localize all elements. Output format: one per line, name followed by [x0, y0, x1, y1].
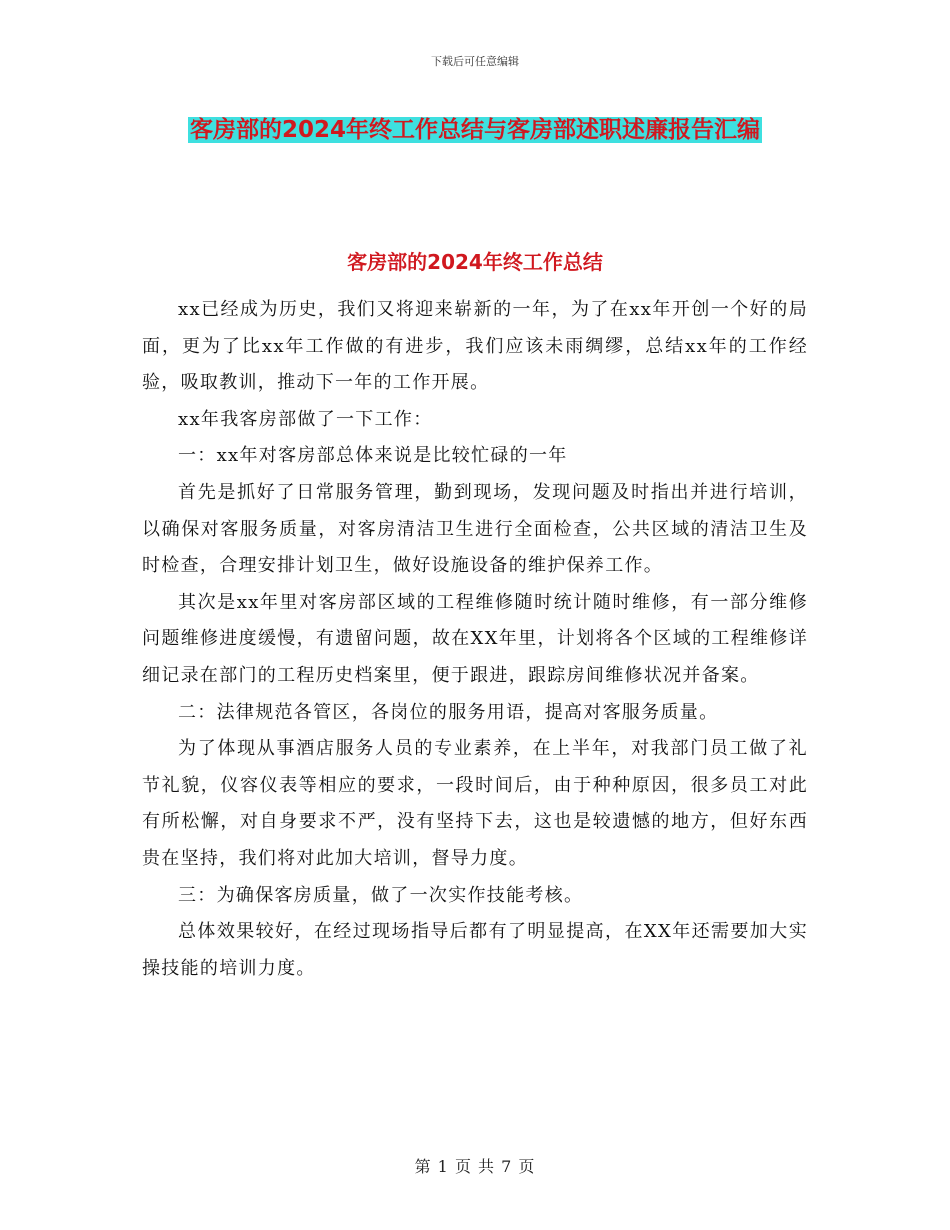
paragraph: xx年我客房部做了一下工作：: [178, 408, 433, 430]
paragraph: 一：xx年对客房部总体来说是比较忙碌的一年: [178, 445, 568, 467]
paragraph: 首先是抓好了日常服务管理，勤到现场，发现问题及时指出并进行培训，以确保对客服务质量，对客房清洁卫生进行全面检查，公共区域的清洁卫生及时检查，合理安排计划卫生，做好设施设备的维护保养工作。: [142, 481, 808, 577]
document-body: [142, 292, 808, 987]
section-title: 客房部的2024年终工作总结: [347, 250, 603, 274]
document-title: [140, 108, 810, 152]
page-number: 第 1 页 共 7 页: [414, 1157, 536, 1176]
paragraph: 三：为确保客房质量，做了一次实作技能考核。: [178, 884, 584, 906]
paragraph: 总体效果较好，在经过现场指导后都有了明显提高，在XX年还需要加大实操技能的培训力度。: [142, 921, 808, 979]
header-note: 下载后可任意编辑: [431, 55, 519, 68]
paragraph: 二：法律规范各管区，各岗位的服务用语，提高对客服务质量。: [178, 701, 719, 723]
paragraph: 其次是xx年里对客房部区域的工程维修随时统计随时维修，有一部分维修问题维修进度缓慢，有遗留问题，故在XX年里，计划将各个区域的工程维修详细记录在部门的工程历史档案里，便于跟进，跟踪房间维修状况并备案。: [142, 591, 808, 686]
document-title-text: 客房部的2024年终工作总结与客房部述职述廉报告汇编: [189, 117, 760, 143]
paragraph: xx已经成为历史，我们又将迎来崭新的一年，为了在xx年开创一个好的局面，更为了比xx年工作做的有进步，我们应该未雨绸缪，总结xx年的工作经验，吸取教训，推动下一年的工作开展。: [142, 299, 808, 394]
paragraph: 为了体现从事酒店服务人员的专业素养，在上半年，对我部门员工做了礼节礼貌，仪容仪表等相应的要求，一段时间后，由于种种原因，很多员工对此有所松懈，对自身要求不严，没有坚持下去，这也是较遗憾的地方，但好东西贵在坚持，我们将对此加大培训，督导力度。: [142, 738, 808, 869]
